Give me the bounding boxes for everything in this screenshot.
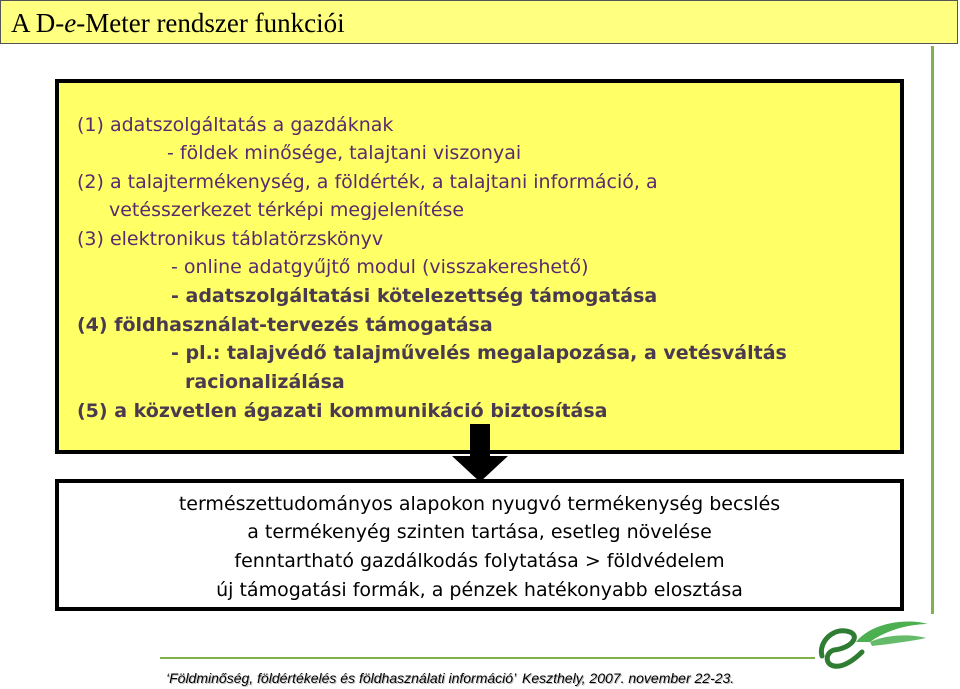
footer-conference-title: ‘Földminőség, földértékelés és földhasználati információ’: [166, 670, 517, 686]
title-bar: [0, 0, 958, 44]
function-subitem-continuation: racionalizálása: [185, 371, 345, 393]
function-item-5: (5) a közvetlen ágazati kommunikáció biztosítása: [77, 400, 608, 422]
outcome-line: természettudományos alapokon nyugvó termékenység becslés: [178, 493, 781, 515]
slide-title-post: -Meter rendszer funkciói: [76, 8, 345, 38]
down-arrow-icon: [452, 424, 508, 482]
footer-location-date: Keszthely, 2007. november 22-23.: [522, 670, 735, 686]
function-item-1: (1) adatszolgáltatás a gazdáknak: [77, 114, 394, 136]
outcome-line: fenntartható gazdálkodás folytatása > földvédelem: [234, 550, 725, 572]
function-item-2-continuation: vetésszerkezet térképi megjelenítése: [109, 199, 465, 221]
bottom-accent-line: [160, 657, 815, 659]
functions-box: [55, 79, 904, 454]
function-subitem: - földek minősége, talajtani viszonyai: [167, 142, 522, 164]
function-item-3: (3) elektronikus táblatörzskönyv: [77, 228, 384, 250]
function-subitem: - adatszolgáltatási kötelezettség támogatása: [171, 285, 658, 307]
function-subitem: - online adatgyűjtő modul (visszakereshető): [171, 256, 589, 278]
slide-title-pre: A D-: [11, 8, 65, 38]
function-subitem: - pl.: talajvédő talajművelés megalapozása, a vetésváltás: [171, 342, 787, 364]
right-accent-line: [931, 46, 934, 614]
slide-title: [11, 7, 345, 39]
outcome-line: a termékenyég szinten tartása, esetleg növelése: [247, 521, 712, 543]
outcomes-box: [55, 479, 904, 611]
e-logo-icon: [812, 612, 930, 676]
outcome-line: új támogatási formák, a pénzek hatékonyabb elosztása: [216, 579, 743, 601]
function-item-4: (4) földhasználat-tervezés támogatása: [77, 314, 493, 336]
slide-title-italic: e: [64, 8, 77, 38]
function-item-2: (2) a talajtermékenység, a földérték, a talajtani információ, a: [77, 171, 658, 193]
